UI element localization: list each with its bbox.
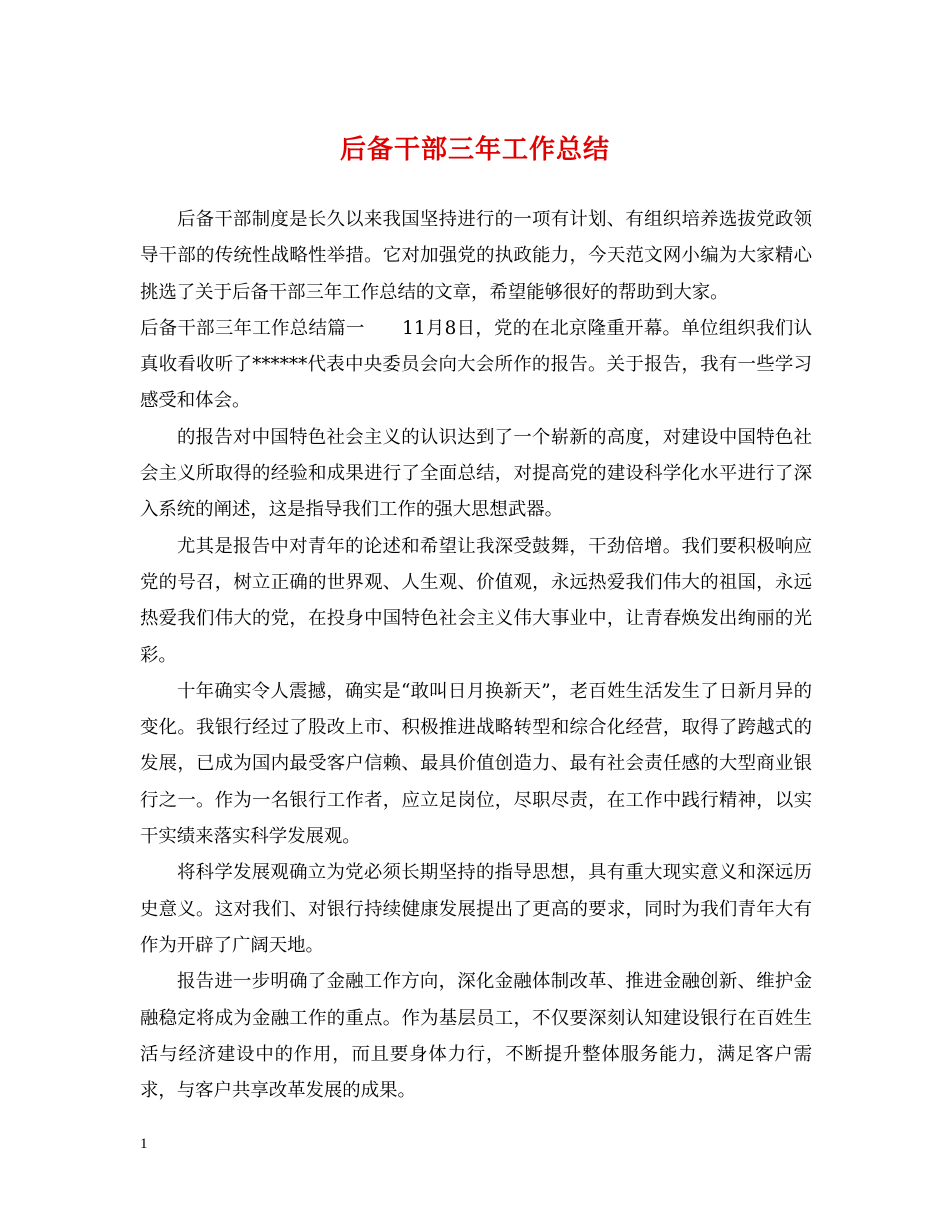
document-body (140, 202, 812, 1109)
paragraph-report-understanding: 的报告对中国特色社会主义的认识达到了一个崭新的高度，对建设中国特色社会主义所取得的经验和成果进行了全面总结，对提高党的建设科学化水平进行了深入系统的阐述，这是指导我们工作的强大思想武器。 (140, 426, 812, 521)
paragraph-section-one-heading: 后备干部三年工作总结篇一 11月8日，党的在北京隆重开幕。单位组织我们认真收看收听了******代表中央委员会向大会所作的报告。关于报告，我有一些学习感受和体会。 (140, 317, 812, 412)
page-number: 1 (140, 1136, 148, 1152)
paragraph-scientific-development: 将科学发展观确立为党必须长期坚持的指导思想，具有重大现实意义和深远历史意义。这对我们、对银行持续健康发展提出了更高的要求，同时为我们青年大有作为开辟了广阔天地。 (140, 862, 812, 956)
paragraph-intro: 后备干部制度是长久以来我国坚持进行的一项有计划、有组织培养选拔党政领导干部的传统性战略性举措。它对加强党的执政能力，今天范文网小编为大家精心挑选了关于后备干部三年工作总结的文章，希望能够很好的帮助到大家。 (140, 209, 812, 303)
document-title: 后备干部三年工作总结 (339, 135, 610, 165)
paragraph-financial-work: 报告进一步明确了金融工作方向，深化金融体制改革、推进金融创新、维护金融稳定将成为金融工作的重点。作为基层员工，不仅要深刻认知建设银行在百姓生活与经济建设中的作用，而且要身体力行，不断提升整体服务能力，满足客户需求，与客户共享改革发展的成果。 (140, 971, 812, 1102)
paragraph-youth-encouragement: 尤其是报告中对青年的论述和希望让我深受鼓舞，干劲倍增。我们要积极响应党的号召，树立正确的世界观、人生观、价值观，永远热爱我们伟大的祖国，永远热爱我们伟大的党，在投身中国特色社会主义伟大事业中，让青春焕发出绚丽的光彩。 (140, 535, 812, 666)
paragraph-bank-development: 十年确实令人震撼，确实是“敢叫日月换新天”，老百姓生活发生了日新月异的变化。我银行经过了股改上市、积极推进战略转型和综合化经营，取得了跨越式的发展，已成为国内最受客户信赖、最具价值创造力、最有社会责任感的大型商业银行之一。作为一名银行工作者，应立足岗位，尽职尽责，在工作中践行精神，以实干实绩来落实科学发展观。 (140, 680, 812, 848)
